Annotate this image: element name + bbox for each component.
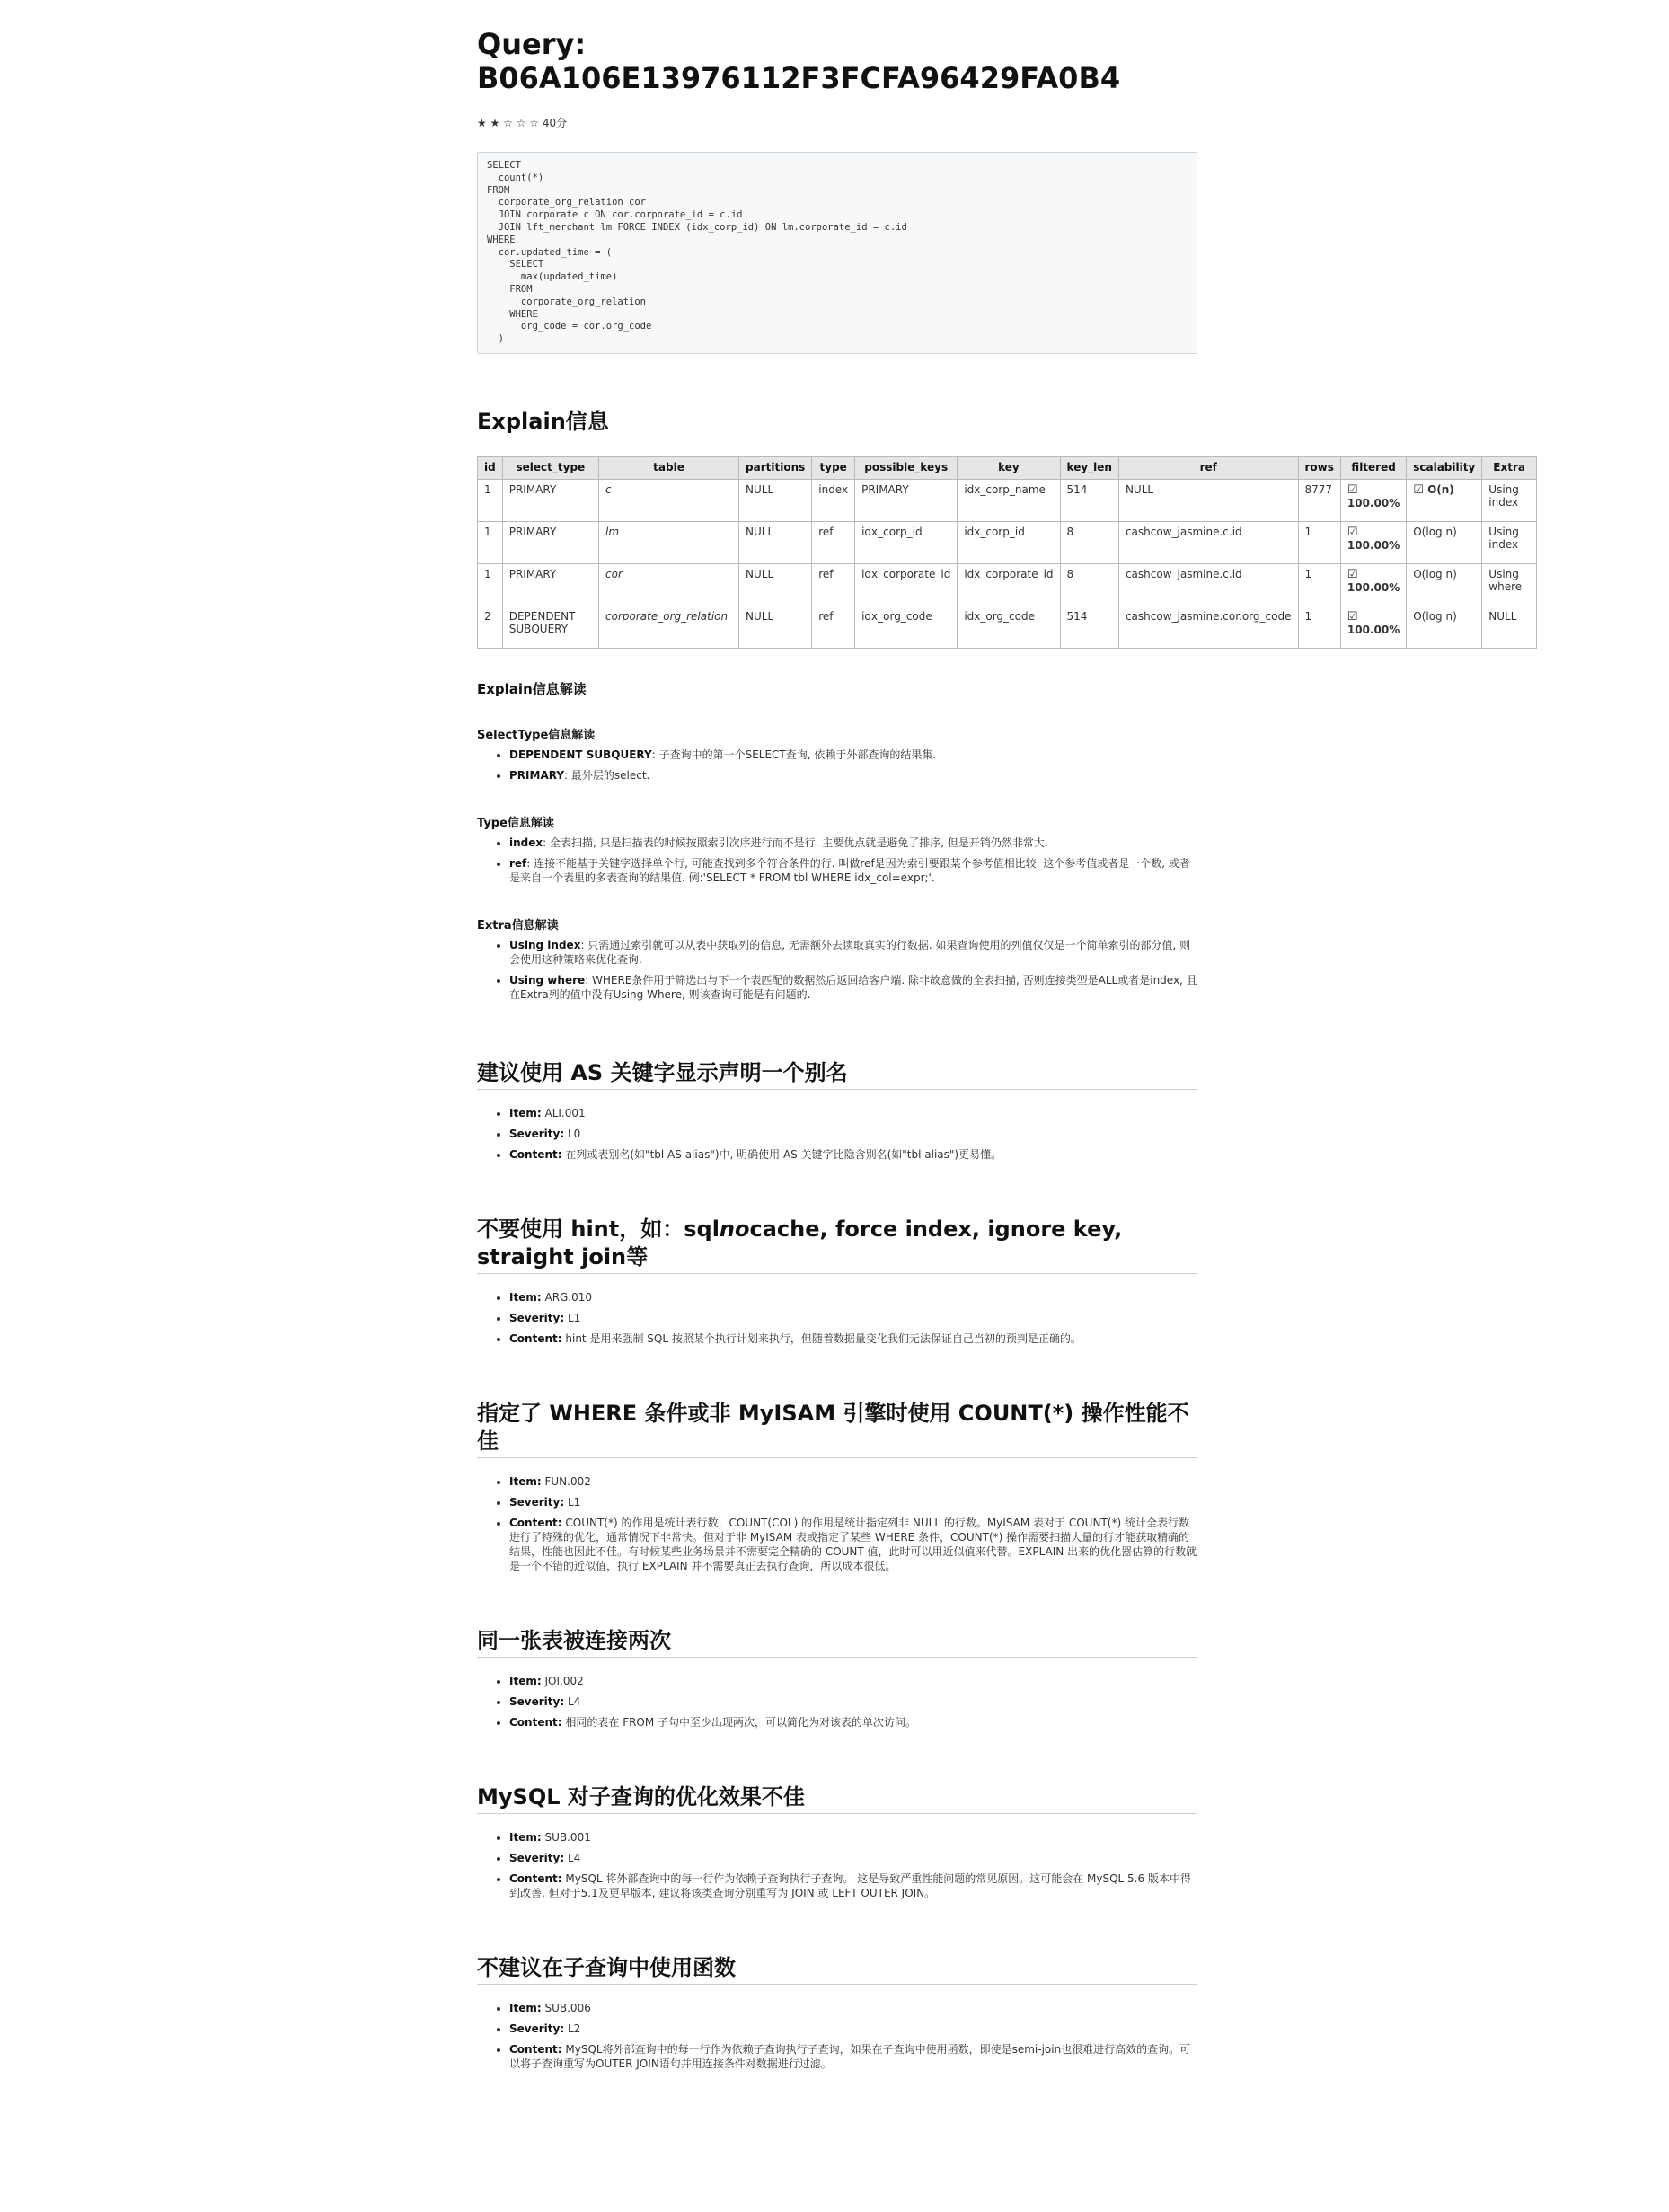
advice-heading: MySQL 对子查询的优化效果不佳: [477, 1783, 1197, 1814]
advice-heading: 同一张表被连接两次: [477, 1627, 1197, 1658]
cell-possible-keys: idx_corporate_id: [855, 563, 958, 606]
check-mark-icon: ☑: [1347, 482, 1358, 497]
table-row: [478, 606, 1537, 648]
extra-heading: Extra信息解读: [477, 918, 559, 933]
advice-list: [477, 1106, 1197, 1162]
list-item: • index: 全表扫描, 只是扫描表的时候按照索引次序进行而不是行. 主要优点就是避免了排序, 但是开销仍然非常大.: [509, 836, 1197, 850]
cell-extra: Using where: [1482, 563, 1537, 606]
score-value: 40分: [542, 117, 568, 129]
cell-id: 1: [478, 563, 503, 606]
table-row: [478, 563, 1537, 606]
cell-key: idx_corporate_id: [958, 563, 1060, 606]
cell-type: ref: [812, 606, 855, 648]
cell-select-type: PRIMARY: [502, 521, 598, 563]
cell-partitions: NULL: [739, 563, 812, 606]
cell-scalability: O(log n): [1407, 606, 1482, 648]
cell-select-type: PRIMARY: [502, 563, 598, 606]
report-page: [477, 0, 1537, 2077]
advice-item: • Item: SUB.006: [509, 2001, 1197, 2015]
cell-key-len: 514: [1060, 479, 1118, 521]
advice-severity: • Severity: L2: [509, 2022, 1197, 2036]
cell-id: 1: [478, 521, 503, 563]
advice-list: [477, 1474, 1197, 1573]
col-header: key: [958, 456, 1060, 479]
cell-ref: cashcow_jasmine.c.id: [1118, 563, 1298, 606]
check-mark-icon: ☑: [1347, 525, 1358, 539]
advice-severity: • Severity: L4: [509, 1851, 1197, 1865]
cell-partitions: NULL: [739, 479, 812, 521]
cell-select-type: DEPENDENT SUBQUERY: [502, 606, 598, 648]
advice-item: • Item: FUN.002: [509, 1474, 1197, 1489]
advice-content: • Content: MySQL 将外部查询中的每一行作为依赖子查询执行子查询。 这是导致严重性能问题的常见原因。这可能会在 MySQL 5.6 版本中得到改善, 但对于5.1及更早版本, 建议将该类查询分别重写为 JOIN 或 LEFT OUTER JOIN。: [509, 1871, 1197, 1900]
explain-heading: Explain信息: [477, 408, 1197, 438]
cell-extra: Using index: [1482, 521, 1537, 563]
query-title-prefix: Query:: [477, 27, 587, 61]
cell-filtered: ☑ 100.00%: [1340, 521, 1406, 563]
explain-header-row: [478, 456, 1537, 479]
col-header: ref: [1118, 456, 1298, 479]
advice-heading: 指定了 WHERE 条件或非 MyISAM 引擎时使用 COUNT(*) 操作性能不佳: [477, 1400, 1197, 1458]
cell-rows: 1: [1298, 606, 1340, 648]
cell-ref: cashcow_jasmine.cor.org_code: [1118, 606, 1298, 648]
advice-list: [477, 1290, 1197, 1346]
advice-item: • Item: ALI.001: [509, 1106, 1197, 1120]
cell-partitions: NULL: [739, 521, 812, 563]
select-type-heading: SelectType信息解读: [477, 728, 596, 742]
star-rating: ★ ★ ☆ ☆ ☆: [477, 117, 540, 129]
cell-partitions: NULL: [739, 606, 812, 648]
cell-table: cor: [599, 563, 739, 606]
explain-table: [477, 456, 1537, 649]
cell-key-len: 514: [1060, 606, 1118, 648]
cell-scalability: O(log n): [1407, 521, 1482, 563]
query-score: [477, 115, 1537, 130]
explain-interpret-heading: Explain信息解读: [477, 680, 587, 697]
cell-filtered: ☑ 100.00%: [1340, 606, 1406, 648]
advice-severity: • Severity: L1: [509, 1311, 1197, 1325]
cell-id: 2: [478, 606, 503, 648]
cell-table: corporate_org_relation: [599, 606, 739, 648]
col-header: id: [478, 456, 503, 479]
cell-key-len: 8: [1060, 563, 1118, 606]
list-item: • PRIMARY: 最外层的select.: [509, 768, 1197, 783]
cell-filtered: ☑ 100.00%: [1340, 479, 1406, 521]
advice-item: • Item: JOI.002: [509, 1674, 1197, 1688]
col-header: Extra: [1482, 456, 1537, 479]
check-mark-icon: ☑: [1347, 609, 1358, 624]
list-item: • Using index: 只需通过索引就可以从表中获取列的信息, 无需额外去读取真实的行数据. 如果查询使用的列值仅仅是一个简单索引的部分值, 则会使用这种策略来优化查询.: [509, 938, 1197, 967]
cell-rows: 1: [1298, 563, 1340, 606]
cell-key-len: 8: [1060, 521, 1118, 563]
table-row: [478, 479, 1537, 521]
cell-table: lm: [599, 521, 739, 563]
select-type-list: [477, 748, 1197, 783]
advice-list: [477, 1830, 1197, 1900]
cell-key: idx_corp_name: [958, 479, 1060, 521]
col-header: rows: [1298, 456, 1340, 479]
list-item: • ref: 连接不能基于关键字选择单个行, 可能查找到多个符合条件的行. 叫做ref是因为索引要跟某个参考值相比较. 这个参考值或者是一个数, 或者是来自一个表里的多表查询的结果值. 例:'SELECT * FROM tbl WHERE idx_col=expr;'.: [509, 856, 1197, 885]
col-header: scalability: [1407, 456, 1482, 479]
advice-list: [477, 2001, 1197, 2071]
list-item: • DEPENDENT SUBQUERY: 子查询中的第一个SELECT查询, 依赖于外部查询的结果集.: [509, 748, 1197, 762]
cell-type: ref: [812, 563, 855, 606]
cell-type: ref: [812, 521, 855, 563]
cell-scalability: O(log n): [1407, 563, 1482, 606]
advice-item: • Item: ARG.010: [509, 1290, 1197, 1305]
cell-extra: Using index: [1482, 479, 1537, 521]
cell-possible-keys: idx_org_code: [855, 606, 958, 648]
col-header: select_type: [502, 456, 598, 479]
cell-scalability: ☑ O(n): [1407, 479, 1482, 521]
cell-rows: 1: [1298, 521, 1340, 563]
advice-content: • Content: 相同的表在 FROM 子句中至少出现两次，可以简化为对该表的单次访问。: [509, 1715, 1197, 1730]
cell-filtered: ☑ 100.00%: [1340, 563, 1406, 606]
check-mark-icon: ☑: [1347, 567, 1358, 581]
col-header: table: [599, 456, 739, 479]
col-header: type: [812, 456, 855, 479]
cell-extra: NULL: [1482, 606, 1537, 648]
query-id: B06A106E13976112F3FCFA96429FA0B4: [477, 61, 1121, 95]
cell-key: idx_corp_id: [958, 521, 1060, 563]
cell-rows: 8777: [1298, 479, 1340, 521]
cell-ref: NULL: [1118, 479, 1298, 521]
cell-table: c: [599, 479, 739, 521]
cell-ref: cashcow_jasmine.c.id: [1118, 521, 1298, 563]
extra-list: [477, 938, 1197, 1002]
cell-possible-keys: PRIMARY: [855, 479, 958, 521]
advice-content: • Content: COUNT(*) 的作用是统计表行数，COUNT(COL) 的作用是统计指定列非 NULL 的行数。MyISAM 表对于 COUNT(*) 统计全表行数进行了特殊的优化，通常情况下非常快。但对于非 MyISAM 表或指定了某些 WHERE 条件，COUNT(*) 操作需要扫描大量的行才能获取精确的结果，性能也因此不佳。有时候某些业务场景并不需要完全精确的 COUNT 值，此时可以用近似值来代替。EXPLAIN 出来的优化器估算的行数就是一个不错的近似值，执行 EXPLAIN 并不需要真正去执行查询，所以成本很低。: [509, 1516, 1197, 1573]
advice-content: • Content: hint 是用来强制 SQL 按照某个执行计划来执行，但随着数据量变化我们无法保证自己当初的预判是正确的。: [509, 1332, 1197, 1346]
col-header: key_len: [1060, 456, 1118, 479]
table-row: [478, 521, 1537, 563]
cell-key: idx_org_code: [958, 606, 1060, 648]
cell-id: 1: [478, 479, 503, 521]
type-heading: Type信息解读: [477, 816, 554, 830]
advice-heading: 不要使用 hint，如：sqlnocache, force index, ignore key, straight join等: [477, 1216, 1197, 1274]
advice-list: [477, 1674, 1197, 1730]
advice-content: • Content: 在列或表别名(如"tbl AS alias")中, 明确使用 AS 关键字比隐含别名(如"tbl alias")更易懂。: [509, 1147, 1197, 1162]
advice-item: • Item: SUB.001: [509, 1830, 1197, 1845]
advice-content: • Content: MySQL将外部查询中的每一行作为依赖子查询执行子查询，如果在子查询中使用函数，即使是semi-join也很难进行高效的查询。可以将子查询重写为OUTER JOIN语句并用连接条件对数据进行过滤。: [509, 2042, 1197, 2071]
type-list: [477, 836, 1197, 885]
list-item: • Using where: WHERE条件用于筛选出与下一个表匹配的数据然后返回给客户端. 除非故意做的全表扫描, 否则连接类型是ALL或者是index, 且在Extra列的值中没有Using Where, 则该查询可能是有问题的.: [509, 973, 1197, 1002]
advice-severity: • Severity: L1: [509, 1495, 1197, 1509]
cell-type: index: [812, 479, 855, 521]
advice-severity: • Severity: L4: [509, 1694, 1197, 1709]
sql-code-block: SELECT count(*) FROM corporate_org_relation cor JOIN corporate c ON cor.corporate_id = c.id JOIN lft_merchant lm FORCE INDEX (idx_corp_id) ON lm.corporate_id = c.id WHERE cor.updated_time = ( SELECT max(updated_time) FROM corporate_org_relation WHERE org_code = cor.org_code ): [477, 152, 1197, 354]
col-header: filtered: [1340, 456, 1406, 479]
advice-heading: 不建议在子查询中使用函数: [477, 1954, 1197, 1985]
col-header: partitions: [739, 456, 812, 479]
advice-severity: • Severity: L0: [509, 1127, 1197, 1141]
query-title: [477, 0, 1537, 95]
cell-possible-keys: idx_corp_id: [855, 521, 958, 563]
check-mark-icon: ☑: [1413, 482, 1424, 497]
col-header: possible_keys: [855, 456, 958, 479]
cell-select-type: PRIMARY: [502, 479, 598, 521]
advice-heading: 建议使用 AS 关键字显示声明一个别名: [477, 1059, 1197, 1090]
